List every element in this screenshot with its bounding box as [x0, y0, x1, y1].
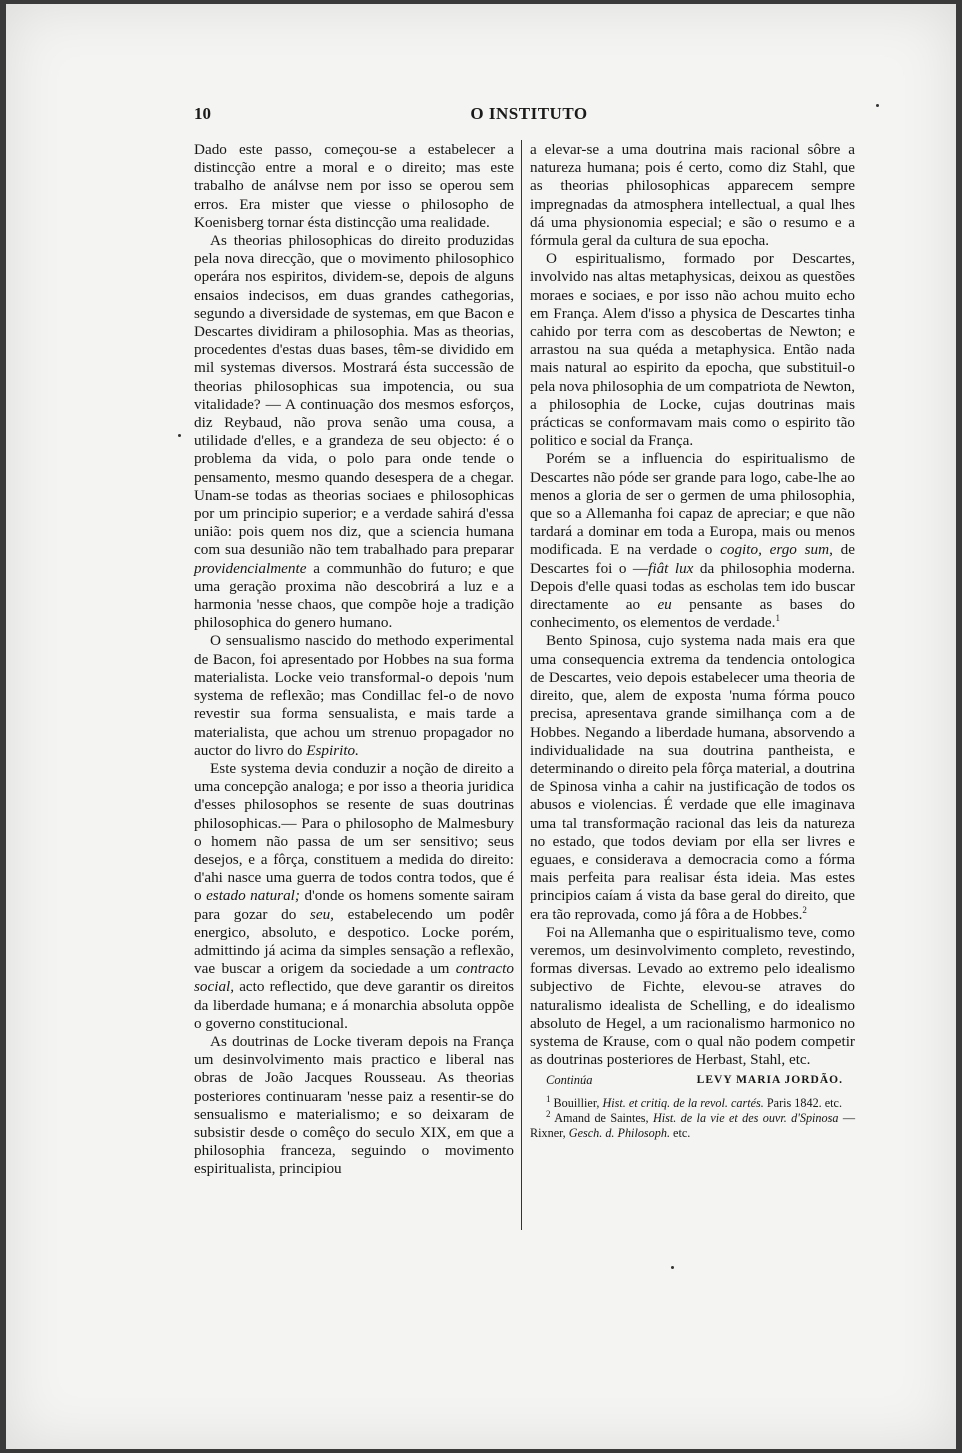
- paper-speck: [876, 104, 879, 107]
- paragraph: O sensualismo nascido do methodo experimental de Bacon, foi apresentado por Hobbes na sua forma materialista. Locke veio transformal-o depois 'num systema de reflexão; mas Condillac fel-o de novo revestir sua forma sensualista, e mais tarde a materialista, que achou um strenuo propagador no auctor do livro do Espirito.: [194, 632, 514, 759]
- paragraph: Bento Spinosa, cujo systema nada mais era que uma consequencia extrema da tendencia ontologica de Descartes, veio depois estabelecer uma theoria de direito, que, alem de exposta 'numa fórma pouco precisa, apresentava grande similhança com a de Hobbes. Negando a liberdade humana, absorvendo a individualidade na sua doutrina pantheista, e determinando o direito pela fôrça material, a doutrina de Spinosa vinha a cahir na justificação de todos os abusos e violencias. É verdade que elle imaginava uma tal transformação racional das leis da natureza no estado, que todos deviam por ella ser livres e eguaes, e considerava a democracia como a fórma mais perfeita para realisar ésta ideia. Mas estes principios caíam á vista da base geral do direito, que era tão reprovada, como já fôra a de Hobbes.$^2$: [530, 632, 855, 923]
- left-column: [194, 141, 514, 1179]
- paper-speck: [671, 1266, 674, 1269]
- paragraph: Porém se a influencia do espiritualismo de Descartes não póde ser grande para logo, cabe-lhe ao menos a gloria de ser o germen de uma philosophia, que so a Allemanha foi capaz de apreciar; e que não tardará a dominar em toda a Europa, mais ou menos modificada. E na verdade o cogito, ergo sum, de Descartes foi o —fiât lux da philosophia moderna. Depois d'elle quasi todas as escholas tem ido buscar directamente ao eu pensante as bases do conhecimento, os elementos de verdade.$^1$: [530, 450, 856, 632]
- paper-speck: [178, 434, 181, 437]
- paragraph: Este systema devia conduzir a noção de direito a uma concepção analoga; e por isso a theoria juridica d'esses philosophos se resente de suas doutrinas philosophicas.— Para o philosopho de Malmesbury o homem não passa de um ser sensitivo; seus desejos, e a fôrça, constituem a medida do direito: d'ahi nasce uma guerra de todos contra todos, que é o estado natural; d'onde os homens somente sairam para gozar do seu, estabelecendo um podêr energico, absoluto, e despotico. Locke porém, admittindo já acima da simples sensação a reflexão, vae buscar a origem da sociedade a um contracto social, acto reflectido, que deve garantir os direitos da liberdade humana; e á monarchia absoluta oppõe o governo constitucional.: [194, 759, 515, 1032]
- paragraph: As theorias philosophicas do direito produzidas pela nova direcção, que o movimento philosophico operára nos espiritos, dividem-se, depois de alguns ensaios indecisos, em duas grandes cathegorias, segundo a diversidade de systemas, em que Bacon e Descartes dividiram a philosophia. Mas as theorias, procedentes d'estas duas bases, têm-se dividido em mil systemas diversos. Mostrará ésta successão de theorias philosophicas sua impotencia, ou sua vitalidade? — A continuação dos mesmos esforços, diz Reybaud, não prova senão uma cousa, a utilidade d'elles, e a grandeza de seu objecto: é o problema da vida, o polo para onde tende o pensamento, mesmo quando desespera de a chegar. Unam-se todas as theorias sociaes e philosophicas por um principio superior; e a verdade sahirá d'essa união: pois quem nos diz, que a sciencia humana com sua desunião não tem trabalhado para preparar providencialmente a communhão do futuro; e que uma geração proxima não descobrirá a luz e a harmonia 'nesse chaos, que compõe hoje a tradição philosophica do genero humano.: [194, 232, 515, 632]
- running-header: [194, 104, 864, 128]
- right-column: [530, 141, 855, 1141]
- paragraph: O espiritualismo, formado por Descartes, involvido nas altas metaphysicas, deixou as questões moraes e sociaes, e por isso não achou muito echo em França. Alem d'isso a physica de Descartes tinha cahido por terra com as descobertas de Newton; e arrastou na sua quéda a metaphysica. Então nada mais natural ao espirito da epocha, que substituil-o pela nova philosophia de um compatriota de Newton, a philosophia de Locke, cujas doutrinas mais prácticas se conformavam mais como o espirito tão politico e social da França.: [530, 250, 855, 450]
- author-signature: LEVY MARIA JORDÃO.: [696, 1074, 843, 1087]
- footnote: $^1$ Bouillier, Hist. et critiq. de la revol. cartés. Paris 1842. etc.: [546, 1093, 843, 1110]
- column-divider: [521, 140, 522, 1230]
- footnote-ref: 2: [802, 904, 807, 915]
- footnote-ref: 1: [775, 613, 780, 624]
- signature-line: [530, 1071, 855, 1089]
- continua-label: Continúa: [546, 1073, 593, 1088]
- paragraph: As doutrinas de Locke tiveram depois na França um desinvolvimento mais practico e liberal nas obras de João Jacques Rousseau. As theorias posteriores continuaram 'nesse paiz a resentir-se do sensualismo e materialismo; e so deixaram de subsistir desde o comêço do seculo XIX, em que a philosophia franceza, seguindo o movimento espiritualista, principiou: [194, 1032, 514, 1178]
- running-title: O INSTITUTO: [470, 104, 588, 123]
- footnote: $^2$ Amand de Saintes, Hist. de la vie et des ouvr. d'Spinosa —Rixner, Gesch. d. Philosoph. etc.: [530, 1108, 856, 1140]
- paragraph: Foi na Allemanha que o espiritualismo teve, como veremos, um desinvolvimento completo, revestindo, formas diversas. Levado ao extremo pelo idealismo subjectivo de Fichte, elevou-se atraves do naturalismo idealista de Schelling, e do idealismo absoluto de Hegel, a um racionalismo harmonico no systema de Krause, com o qual não podem competir as doutrinas posteriores de Herbast, Stahl, etc.: [530, 923, 855, 1069]
- paragraph: a elevar-se a uma doutrina mais racional sôbre a natureza humana; pois é certo, como diz Stahl, que as theorias philosophicas apparecem sempre impregnadas da atmosphera intellectual, a qual lhes dá uma physionomia especial; e são o resumo e a fórmula geral da cultura de sua epocha.: [530, 141, 855, 250]
- page-sheet: [6, 4, 956, 1449]
- paragraph: Dado este passo, começou-se a estabelecer a distincção entre a moral e o direito; mas este trabalho de análvse nem por isso se operou sem erros. Era mister que viesse o philosopho de Koenisberg tornar ésta distincção uma realidade.: [194, 141, 514, 231]
- page-number: 10: [194, 104, 211, 123]
